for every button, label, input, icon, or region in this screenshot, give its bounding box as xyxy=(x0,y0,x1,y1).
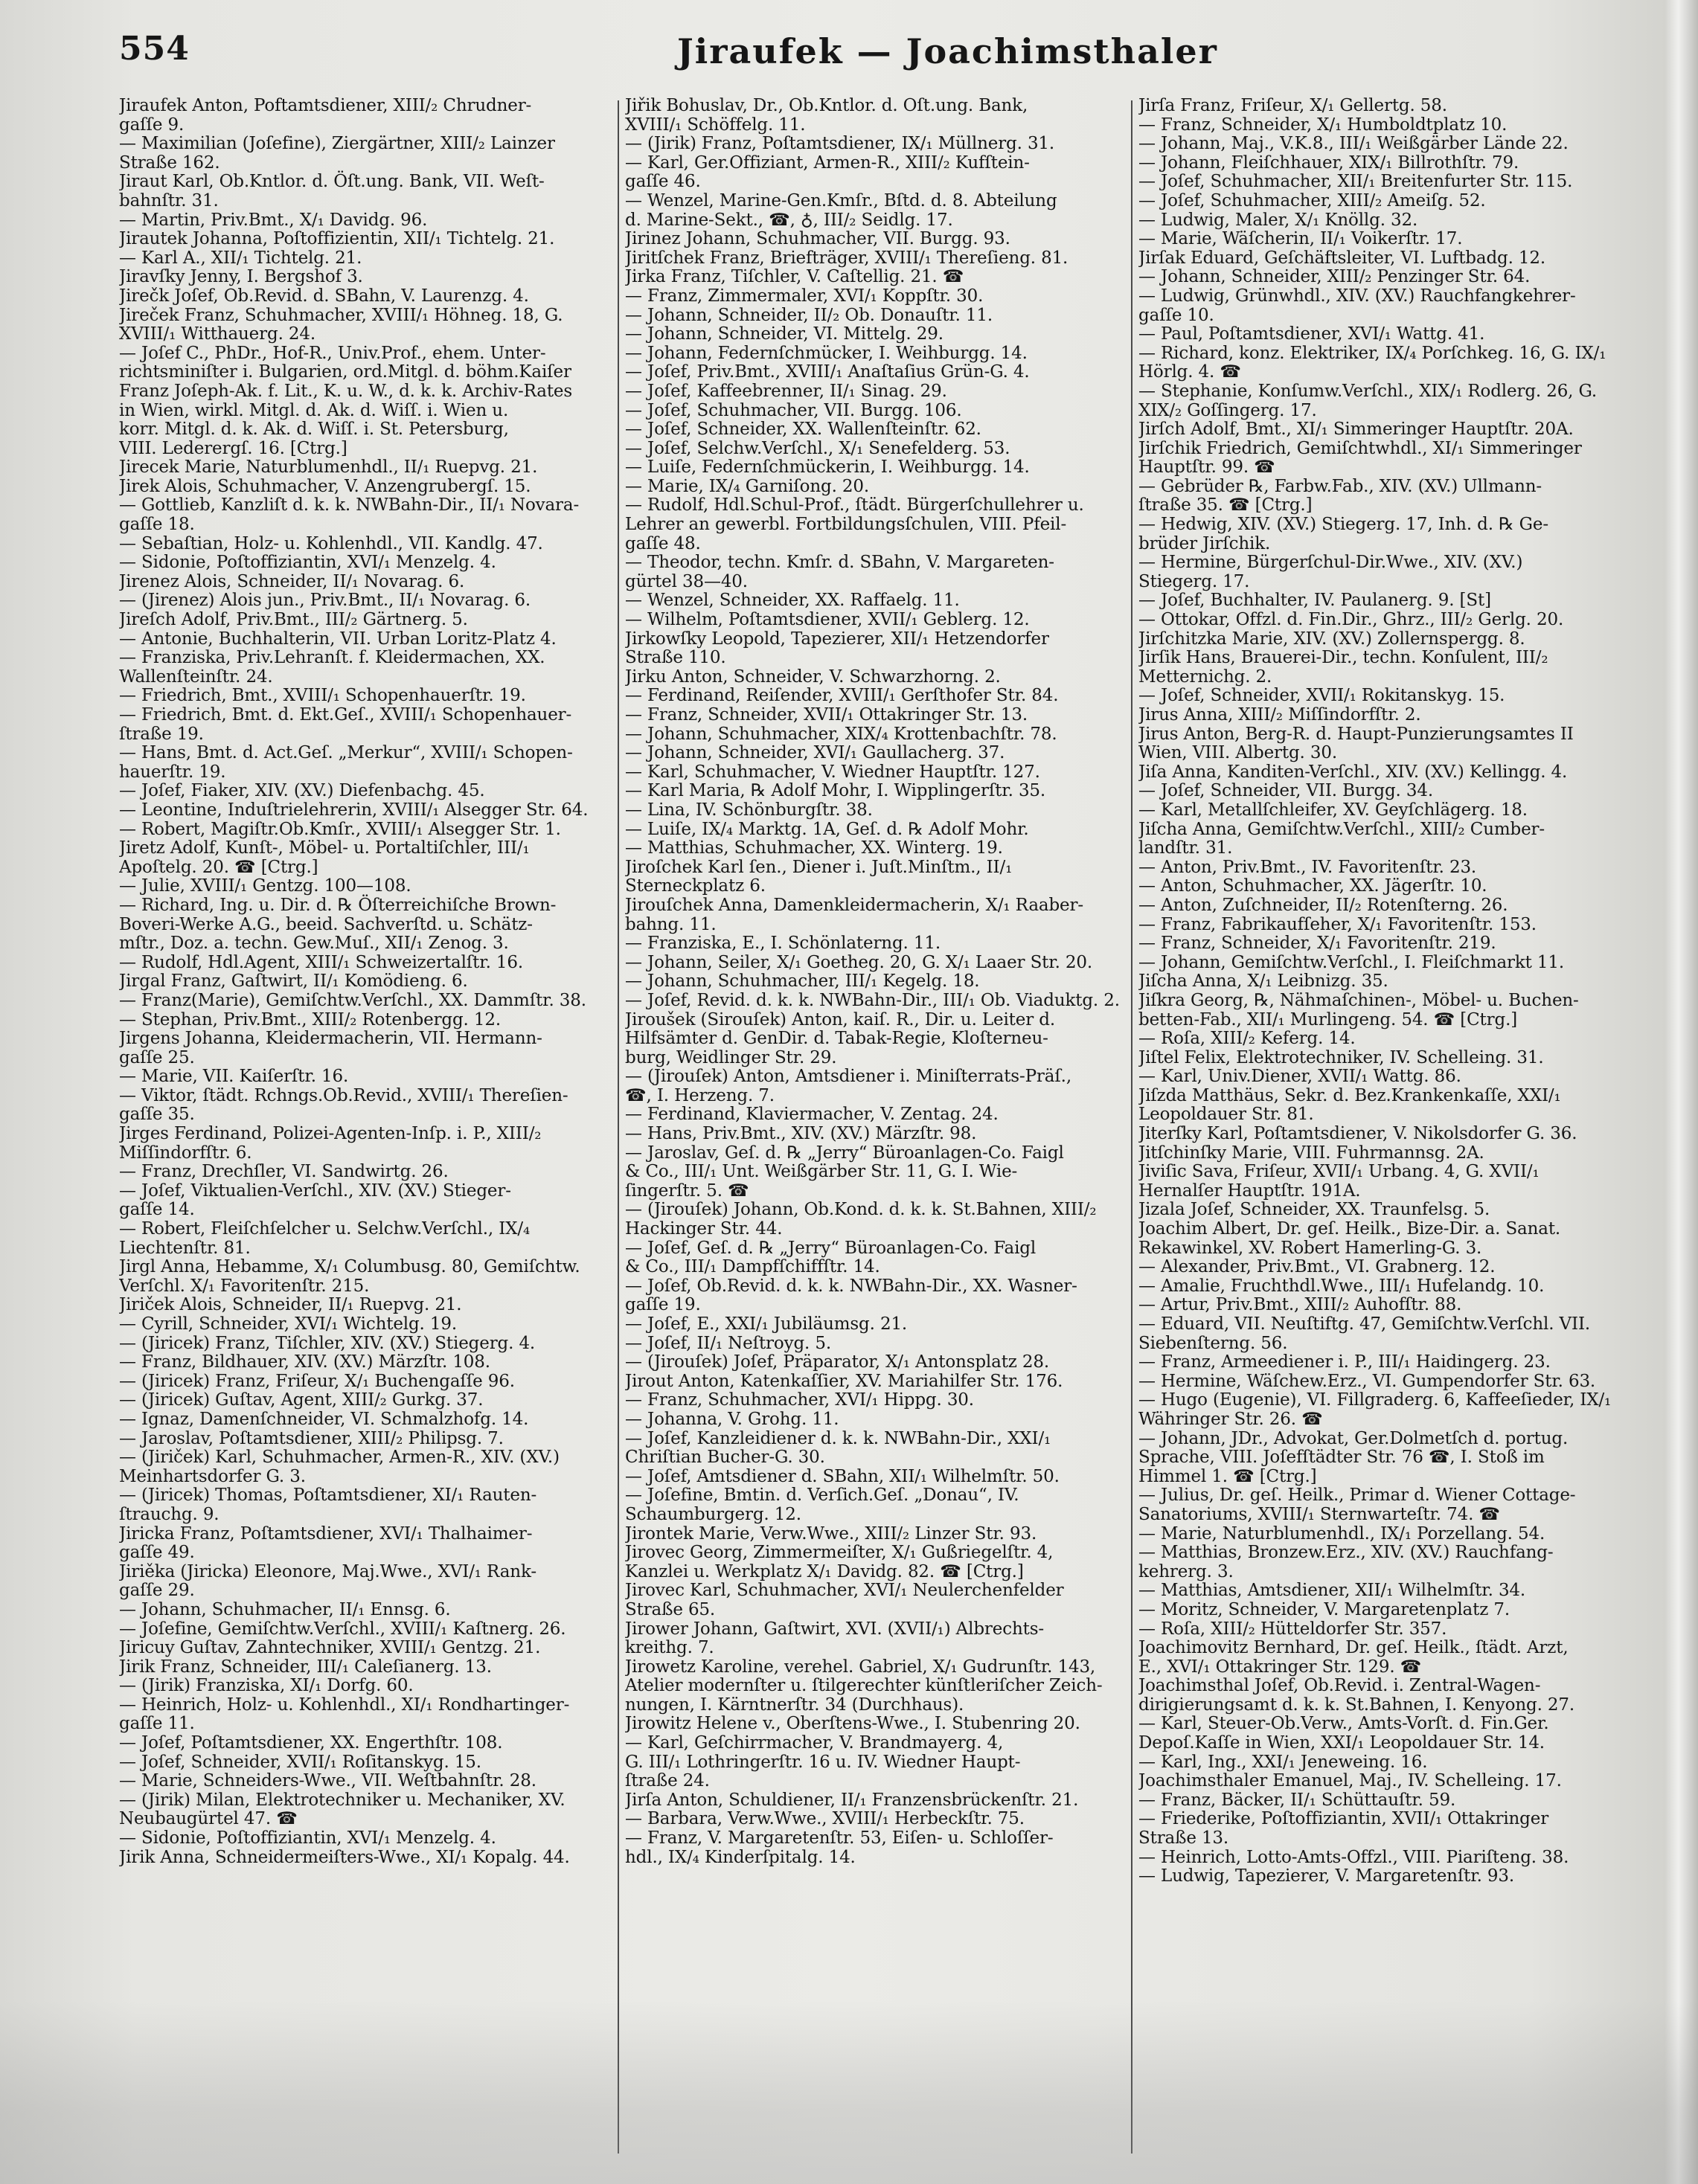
directory-entry-line: Neubaugürtel 47. ☎ xyxy=(119,1809,298,1829)
directory-entry-line: Miſſindorfſtr. 6. xyxy=(119,1143,252,1163)
directory-entry-line: Jirecek Marie, Naturblumenhdl., II/₁ Ruepvg. 21. xyxy=(119,457,538,478)
directory-entry-line: gaſſe 29. xyxy=(119,1581,195,1601)
directory-entry-line: Metternichg. 2. xyxy=(1138,667,1272,687)
directory-entry-line: — Robert, Magiſtr.Ob.Kmſr., XVIII/₁ Alsegger Str. 1. xyxy=(119,819,561,839)
directory-entry-line: — Roſa, XIII/₂ Keferg. 14. xyxy=(1138,1029,1356,1049)
directory-entry-line: — Friedrich, Bmt. d. Ekt.Geſ., XVIII/₁ Schopenhauer- xyxy=(119,705,572,725)
directory-entry-line: hdl., IX/₄ Kinderſpitalg. 14. xyxy=(625,1847,856,1867)
directory-entry-line: Jirontek Marie, Verw.Wwe., XIII/₂ Linzer Str. 93. xyxy=(625,1523,1037,1544)
directory-entry-line: — Ferdinand, Reiſender, XVIII/₁ Gerſthofer Str. 84. xyxy=(625,686,1059,706)
directory-entry-line: Jiroſchek Karl ſen., Diener i. Juſt.Minſtm., II/₁ xyxy=(625,857,1013,877)
directory-entry-line: — Anton, Priv.Bmt., IV. Favoritenſtr. 23. xyxy=(1138,857,1477,877)
directory-entry-line: nungen, I. Kärntnerſtr. 34 (Durchhaus). xyxy=(625,1695,964,1715)
directory-entry-line: Rekawinkel, XV. Robert Hamerling-G. 3. xyxy=(1138,1238,1482,1258)
directory-entry-line: — Joſef, Schuhmacher, VII. Burgg. 106. xyxy=(625,400,962,420)
directory-entry-line: — Franz, Zimmermaler, XVI/₁ Koppſtr. 30. xyxy=(625,286,984,306)
directory-column-1 xyxy=(119,97,614,2165)
directory-entry-line: — Sidonie, Poſtoffiziantin, XVI/₁ Menzelg. 4. xyxy=(119,553,496,573)
directory-entry-line: — (Jiricek) Thomas, Poſtamtsdiener, XI/₁ Rauten- xyxy=(119,1486,537,1506)
directory-entry-line: — (Jirouſek) Johann, Ob.Kond. d. k. k. St.Bahnen, XIII/₂ xyxy=(625,1200,1097,1220)
directory-entry-line: — Sebaſtian, Holz- u. Kohlenhdl., VII. Kandlg. 47. xyxy=(119,533,543,553)
directory-entry-line: Siebenſterng. 56. xyxy=(1138,1333,1288,1353)
directory-entry-line: — Luiſe, Federnſchmückerin, I. Weihburgg. 14. xyxy=(625,457,1030,478)
directory-entry-line: Jirkowſky Leopold, Tapezierer, XII/₁ Hetzendorfer xyxy=(625,629,1049,649)
directory-entry-line: Straße 110. xyxy=(625,648,726,668)
directory-entry-line: — Franz, Bildhauer, XIV. (XV.) Märzſtr. 108. xyxy=(119,1352,490,1372)
directory-entry-line: — Sidonie, Poſtoffiziantin, XVI/₁ Menzelg. 4. xyxy=(119,1828,496,1849)
directory-entry-line: Apoſtelg. 20. ☎ [Ctrg.] xyxy=(119,857,318,877)
directory-entry-line: — (Jirik) Milan, Elektrotechniker u. Mechaniker, XV. xyxy=(119,1790,566,1810)
directory-entry-line: mſtr., Doz. a. techn. Gew.Muſ., XII/₁ Zenog. 3. xyxy=(119,934,509,954)
directory-entry-line: — Luiſe, IX/₄ Marktg. 1A, Geſ. d. ℞ Adolf Mohr. xyxy=(625,819,1029,839)
directory-entry-line: — Ferdinand, Klaviermacher, V. Zentag. 24. xyxy=(625,1105,999,1125)
directory-entry-line: Jirſchitzka Marie, XIV. (XV.) Zollernspergg. 8. xyxy=(1138,629,1525,649)
directory-entry-line: Hilfsämter d. GenDir. d. Tabak-Regie, Kloſterneu- xyxy=(625,1029,1048,1049)
directory-entry-line: E., XVI/₁ Ottakringer Str. 129. ☎ xyxy=(1138,1657,1422,1677)
directory-entry-line: gaſſe 35. xyxy=(119,1105,195,1125)
directory-entry-line: Boveri-Werke A.G., beeid. Sachverſtd. u. Schätz- xyxy=(119,914,533,934)
directory-entry-line: Jirečk Joſef, Ob.Revid. d. SBahn, V. Laurenzg. 4. xyxy=(119,286,529,306)
directory-entry-line: burg, Weidlinger Str. 29. xyxy=(625,1047,837,1067)
directory-entry-line: — Johann, Seiler, X/₁ Goetheg. 20, G. X/₁ Laaer Str. 20. xyxy=(625,952,1093,972)
directory-entry-line: Jiricka Franz, Poſtamtsdiener, XVI/₁ Thalhaimer- xyxy=(119,1523,533,1544)
directory-entry-line: gaſſe 25. xyxy=(119,1047,195,1067)
directory-entry-line: Jiraufek Anton, Poftamtsdiener, XIII/₂ Chrudner- xyxy=(119,97,532,115)
directory-entry-line: — Maximilian (Joſefine), Ziergärtner, XIII/₂ Lainzer xyxy=(119,134,555,154)
directory-entry-line: Jirges Ferdinand, Polizei-Agenten-Inſp. i. P., XIII/₂ xyxy=(119,1124,542,1144)
directory-entry-line: Jiſcha Anna, Gemiſchtw.Verſchl., XIII/₂ Cumber- xyxy=(1138,819,1545,839)
directory-entry-line: — Joſef, Ob.Revid. d. k. k. NWBahn-Dir., XX. Wasner- xyxy=(625,1276,1077,1296)
directory-entry-line: kehrerg. 3. xyxy=(1138,1561,1234,1581)
directory-entry-line: gaſſe 11. xyxy=(119,1714,195,1734)
directory-entry-line: in Wien, wirkl. Mitgl. d. Ak. d. Wiſſ. i. Wien u. xyxy=(119,400,509,420)
directory-entry-line: — Joſef, Schneider, XVII/₁ Rokitanskyg. 15. xyxy=(1138,686,1505,706)
directory-entry-line: Wien, VIII. Albertg. 30. xyxy=(1138,743,1337,763)
directory-entry-line: — Joſef, Schuhmacher, XIII/₂ Ameiſg. 52. xyxy=(1138,190,1486,211)
directory-entry-line: Jirik Anna, Schneidermeiſters-Wwe., XI/₁ Kopalg. 44. xyxy=(119,1847,570,1867)
directory-entry-line: — Joſef, Schneider, VII. Burgg. 34. xyxy=(1138,781,1433,801)
directory-entry-line: — Joſef, Revid. d. k. k. NWBahn-Dir., III/₁ Ob. Viaduktg. 2. xyxy=(625,990,1120,1010)
directory-entry-line: gaſſe 19. xyxy=(625,1295,701,1315)
directory-entry-line: Jirſak Eduard, Geſchäftsleiter, VI. Luftbadg. 12. xyxy=(1138,248,1546,268)
directory-entry-line: — Marie, Schneiders-Wwe., VII. Weſtbahnſtr. 28. xyxy=(119,1771,536,1791)
directory-entry-line: Jirſch Adolf, Bmt., XI/₁ Simmeringer Hauptſtr. 20A. xyxy=(1138,420,1574,440)
directory-entry-line: — Karl, Ing., XXI/₁ Jeneweing. 16. xyxy=(1138,1752,1428,1772)
directory-entry-line: — Joſef, Geſ. d. ℞ „Jerry“ Büroanlagen-Co. Faigl xyxy=(625,1238,1037,1258)
directory-entry-line: — Hans, Bmt. d. Act.Geſ. „Merkur“, XVIII/₁ Schopen- xyxy=(119,743,573,763)
directory-entry-line: ſtrauchg. 9. xyxy=(119,1504,220,1524)
page-header xyxy=(119,30,1644,97)
page-edge xyxy=(1665,0,1698,2184)
directory-entry-line: — Viktor, ſtädt. Rchngs.Ob.Revid., XVIII/₁ Thereſien- xyxy=(119,1085,568,1105)
directory-entry-line: Straße 65. xyxy=(625,1599,716,1619)
directory-entry-line: — Alexander, Priv.Bmt., VI. Grabnerg. 12. xyxy=(1138,1257,1496,1277)
directory-entry-line: Jirſik Hans, Brauerei-Dir., techn. Konſulent, III/₂ xyxy=(1138,648,1548,668)
directory-entry-line: — Franz, V. Margaretenſtr. 53, Eiſen- u. Schloſſer- xyxy=(625,1828,1054,1849)
directory-entry-line: — Johann, Schuhmacher, III/₁ Kegelg. 18. xyxy=(625,971,980,992)
directory-entry-line: — Ludwig, Maler, X/₁ Knöllg. 32. xyxy=(1138,210,1418,230)
directory-entry-line: & Co., III/₁ Unt. Weißgärber Str. 11, G. I. Wie- xyxy=(625,1162,1018,1182)
directory-entry-line: Sprache, VIII. Joſefſtädter Str. 76 ☎, I. Stoß im xyxy=(1138,1448,1545,1468)
directory-entry-line: Jireček Franz, Schuhmacher, XVIII/₁ Höhneg. 18, G. xyxy=(119,305,563,325)
directory-entry-line: ☎, I. Herzeng. 7. xyxy=(625,1085,775,1105)
directory-entry-line: & Co., III/₁ Dampfſchiffſtr. 14. xyxy=(625,1257,880,1277)
directory-entry-line: — Ignaz, Damenſchneider, VI. Schmalzhofg. 14. xyxy=(119,1409,529,1429)
directory-entry-line: — Franz(Marie), Gemiſchtw.Verſchl., XX. Dammſtr. 38. xyxy=(119,990,586,1010)
directory-entry-line: — Gebrüder ℞, Farbw.Fab., XIV. (XV.) Ullmann- xyxy=(1138,476,1542,496)
directory-entry-line: — Marie, Wäſcherin, II/₁ Voikerſtr. 17. xyxy=(1138,229,1463,249)
directory-entry-line: Wallenſteinſtr. 24. xyxy=(119,667,273,687)
directory-entry-line: Joachim Albert, Dr. geſ. Heilk., Bize-Dir. a. Sanat. xyxy=(1138,1219,1561,1239)
directory-entry-line: — Franz, Bäcker, II/₁ Schüttauſtr. 59. xyxy=(1138,1790,1456,1810)
page-number: 554 xyxy=(119,30,190,68)
directory-entry-line: betten-Fab., XII/₁ Murlingeng. 54. ☎ [Ctrg.] xyxy=(1138,1009,1518,1030)
directory-entry-line: — Marie, Naturblumenhdl., IX/₁ Porzellang. 54. xyxy=(1138,1523,1545,1544)
directory-entry-line: — Eduard, VII. Neuſtiftg. 47, Gemiſchtw.Verſchl. VII. xyxy=(1138,1314,1591,1334)
directory-entry-line: — Karl, Geſchirrmacher, V. Brandmayerg. 4, xyxy=(625,1733,1004,1753)
directory-entry-line: — Joſef, Fiaker, XIV. (XV.) Diefenbachg. 45. xyxy=(119,781,485,801)
directory-entry-line: — Joſef, II/₁ Neſtroyg. 5. xyxy=(625,1333,831,1353)
directory-entry-line: — Joſef, Kaffeebrenner, II/₁ Sinag. 29. xyxy=(625,381,947,401)
directory-entry-line: — Karl, Schuhmacher, V. Wiedner Hauptſtr. 127. xyxy=(625,762,1040,782)
directory-entry-line: — Hans, Priv.Bmt., XIV. (XV.) Märzſtr. 98. xyxy=(625,1124,977,1144)
directory-entry-line: Stiegerg. 17. xyxy=(1138,571,1250,591)
directory-entry-line: Jirenez Alois, Schneider, II/₁ Novarag. 6. xyxy=(119,571,465,591)
directory-entry-line: — Joſef, Priv.Bmt., XVIII/₁ Anaſtaſius Grün-G. 4. xyxy=(625,362,1030,382)
directory-entry-line: Jirinez Johann, Schuhmacher, VII. Burgg. 93. xyxy=(625,229,1010,249)
directory-entry-line: Jirus Anton, Berg-R. d. Haupt-Punzierungsamtes II xyxy=(1138,724,1574,744)
directory-entry-line: Jirovec Karl, Schuhmacher, XVI/₁ Neulerchenfelder xyxy=(625,1581,1064,1601)
directory-entry-line: Jirovec Georg, Zimmermeiſter, X/₁ Gußriegelſtr. 4, xyxy=(625,1543,1054,1563)
directory-entry-line: — Franz, Schuhmacher, XVI/₁ Hippg. 30. xyxy=(625,1390,974,1410)
directory-entry-line: — Stephan, Priv.Bmt., XIII/₂ Rotenbergg. 12. xyxy=(119,1009,502,1030)
directory-entry-line: — Ludwig, Grünwhdl., XIV. (XV.) Rauchfangkehrer- xyxy=(1138,286,1576,306)
directory-entry-line: XIX/₂ Goſſingerg. 17. xyxy=(1138,400,1317,420)
directory-entry-line: Jirſchik Friedrich, Gemiſchtwhdl., XI/₁ Simmeringer xyxy=(1138,438,1582,458)
directory-entry-line: Jirgal Franz, Gaſtwirt, II/₁ Komödieng. 6. xyxy=(119,971,468,992)
directory-entry-line: ſingerſtr. 5. ☎ xyxy=(625,1181,749,1201)
directory-entry-line: — Johann, Gemiſchtw.Verſchl., I. Fleiſchmarkt 11. xyxy=(1138,952,1565,972)
directory-entry-line: — Matthias, Amtsdiener, XII/₁ Wilhelmſtr. 34. xyxy=(1138,1581,1526,1601)
directory-entry-line: — Ludwig, Tapezierer, V. Margaretenſtr. 93. xyxy=(1138,1866,1515,1886)
directory-entry-line: — (Jirouſek) Anton, Amtsdiener i. Miniſterrats-Präſ., xyxy=(625,1067,1072,1087)
directory-entry-line: XVIII/₁ Schöffelg. 11. xyxy=(625,115,806,135)
directory-entry-line: — Johann, Schneider, II/₂ Ob. Donauſtr. 11. xyxy=(625,305,993,325)
directory-entry-line: — Wenzel, Marine-Gen.Kmſr., Bſtd. d. 8. Abteilung xyxy=(625,190,1057,211)
directory-entry-line: — Heinrich, Lotto-Amts-Offzl., VIII. Piariſteng. 38. xyxy=(1138,1847,1569,1867)
directory-entry-line: — Joſefine, Gemiſchtw.Verſchl., XVIII/₁ Kaſtnerg. 26. xyxy=(119,1619,566,1639)
directory-entry-line: gaſſe 46. xyxy=(625,172,701,192)
directory-entry-line: Jirku Anton, Schneider, V. Schwarzhorng. 2. xyxy=(625,667,1001,687)
directory-entry-line: Jirowitz Helene v., Oberſtens-Wwe., I. Stubenring 20. xyxy=(625,1714,1080,1734)
directory-entry-line: Joachimsthal Joſef, Ob.Revid. i. Zentral-Wagen- xyxy=(1138,1676,1541,1696)
directory-entry-line: — Joſef, Kanzleidiener d. k. k. NWBahn-Dir., XXI/₁ xyxy=(625,1428,1051,1448)
directory-entry-line: Jirowetz Karoline, verehel. Gabriel, X/₁ Gudrunſtr. 143, xyxy=(625,1657,1096,1677)
directory-entry-line: — Wenzel, Schneider, XX. Raffaelg. 11. xyxy=(625,591,960,611)
directory-entry-line: — Cyrill, Schneider, XVI/₁ Wichtelg. 19. xyxy=(119,1314,458,1334)
directory-entry-line: Himmel 1. ☎ [Ctrg.] xyxy=(1138,1466,1317,1486)
directory-entry-line: brüder Jirſchik. xyxy=(1138,533,1271,553)
directory-entry-line: — Gottlieb, Kanzliſt d. k. k. NWBahn-Dir., II/₁ Novara- xyxy=(119,495,580,516)
directory-entry-line: gaſſe 18. xyxy=(119,515,195,535)
directory-column-2 xyxy=(625,97,1120,2165)
directory-entry-line: — (Jirouſek) Joſef, Präparator, X/₁ Antonsplatz 28. xyxy=(625,1352,1050,1372)
directory-entry-line: Jireſch Adolf, Priv.Bmt., III/₂ Gärtnerg. 5. xyxy=(119,610,468,630)
directory-entry-line: — Martin, Priv.Bmt., X/₁ Davidg. 96. xyxy=(119,210,428,230)
directory-entry-line: — Johann, Schneider, VI. Mittelg. 29. xyxy=(625,324,943,344)
directory-entry-line: Verſchl. X/₁ Favoritenſtr. 215. xyxy=(119,1276,370,1296)
directory-entry-line: gaſſe 49. xyxy=(119,1543,195,1563)
directory-entry-line: Kanzlei u. Werkplatz X/₁ Davidg. 82. ☎ [Ctrg.] xyxy=(625,1561,1024,1581)
directory-entry-line: richtsminiſter i. Bulgarien, ord.Mitgl. d. böhm.Kaiſer xyxy=(119,362,571,382)
directory-entry-line: bahnſtr. 31. xyxy=(119,190,219,211)
directory-entry-line: — Karl, Metallſchleifer, XV. Geyſchlägerg. 18. xyxy=(1138,800,1528,820)
directory-entry-line: — Karl, Ger.Offiziant, Armen-R., XIII/₂ Kufſtein- xyxy=(625,152,1030,173)
directory-entry-line: — Richard, konz. Elektriker, IX/₄ Porſchkeg. 16, G. IX/₁ xyxy=(1138,343,1606,363)
directory-entry-line: — Karl Maria, ℞ Adolf Mohr, I. Wipplingerſtr. 35. xyxy=(625,781,1046,801)
directory-entry-line: — Johann, Federnſchmücker, I. Weihburgg. 14. xyxy=(625,343,1028,363)
directory-entry-line: Jirgens Johanna, Kleidermacherin, VII. Hermann- xyxy=(119,1029,542,1049)
directory-entry-line: — Johann, Fleiſchhauer, XIX/₁ Billrothſtr. 79. xyxy=(1138,152,1519,173)
directory-entry-line: — Friederike, Poſtoffiziantin, XVII/₁ Ottakringer xyxy=(1138,1809,1549,1829)
directory-entry-line: — Antonie, Buchhalterin, VII. Urban Loritz-Platz 4. xyxy=(119,629,557,649)
directory-entry-line: Jirout Anton, Katenkaſſier, XV. Mariahilfer Str. 176. xyxy=(625,1371,1063,1391)
directory-entry-line: — Artur, Priv.Bmt., XIII/₂ Auhofſtr. 88. xyxy=(1138,1295,1462,1315)
directory-entry-line: Sanatoriums, XVIII/₁ Sternwarteſtr. 74. ☎ xyxy=(1138,1504,1500,1524)
directory-entry-line: — Stephanie, Konſumw.Verſchl., XIX/₁ Rodlerg. 26, G. xyxy=(1138,381,1598,401)
directory-entry-line: gaſſe 48. xyxy=(625,533,701,553)
directory-entry-line: Jiretz Adolf, Kunſt-, Möbel- u. Portaltiſchler, III/₁ xyxy=(119,838,530,858)
directory-entry-line: dirigierungsamt d. k. k. St.Bahnen, I. Kenyong. 27. xyxy=(1138,1695,1575,1715)
directory-entry-line: — Anton, Zuſchneider, II/₂ Rotenſterng. 26. xyxy=(1138,895,1508,915)
directory-entry-line: — Franz, Schneider, X/₁ Humboldtplatz 10. xyxy=(1138,115,1508,135)
directory-entry-line: Jiſkra Georg, ℞, Nähmaſchinen-, Möbel- u. Buchen- xyxy=(1138,990,1579,1010)
directory-entry-line: Jiſa Anna, Kanditen-Verſchl., XIV. (XV.) Kellingg. 4. xyxy=(1138,762,1568,782)
directory-entry-line: Meinhartsdorfer G. 3. xyxy=(119,1466,306,1486)
directory-entry-line: — (Jiricek) Guſtav, Agent, XIII/₂ Gurkg. 37. xyxy=(119,1390,484,1410)
directory-entry-line: Jirſa Anton, Schuldiener, II/₁ Franzensbrückenſtr. 21. xyxy=(625,1790,1079,1810)
directory-entry-line: — Franziska, E., I. Schönlaterng. 11. xyxy=(625,934,941,954)
directory-entry-line: — Joſef, Schneider, XVII/₁ Roſitanskyg. 15. xyxy=(119,1752,481,1772)
directory-entry-line: Jiroušek (Sirouſek) Anton, kaiſ. R., Dir. u. Leiter d. xyxy=(625,1009,1055,1030)
directory-entry-line: G. III/₁ Lothringerſtr. 16 u. IV. Wiedner Haupt- xyxy=(625,1752,1021,1772)
directory-entry-line: — Johann, Schuhmacher, II/₁ Ennsg. 6. xyxy=(119,1599,451,1619)
directory-entry-line: Joachimsthaler Emanuel, Maj., IV. Schelleing. 17. xyxy=(1138,1771,1562,1791)
directory-entry-line: — Heinrich, Holz- u. Kohlenhdl., XI/₁ Rondhartinger- xyxy=(119,1695,570,1715)
directory-entry-line: — Richard, Ing. u. Dir. d. ℞ Öſterreichiſche Brown- xyxy=(119,895,557,915)
directory-entry-line: Hernalſer Hauptſtr. 191A. xyxy=(1138,1181,1361,1201)
directory-entry-line: ſtraße 24. xyxy=(625,1771,710,1791)
directory-entry-line: gürtel 38—40. xyxy=(625,571,748,591)
directory-entry-line: Jirower Johann, Gaſtwirt, XVI. (XVII/₁) Albrechts- xyxy=(625,1619,1044,1639)
directory-entry-line: Jiraut Karl, Ob.Kntlor. d. Öſt.ung. Bank, VII. Weſt- xyxy=(119,172,545,192)
directory-entry-line: — Joſef, Selchw.Verſchl., X/₁ Senefelderg. 53. xyxy=(625,438,1010,458)
directory-entry-line: — Johann, Schuhmacher, XIX/₄ Krottenbachſtr. 78. xyxy=(625,724,1057,744)
directory-entry-line: — Franz, Armeediener i. P., III/₁ Haidingerg. 23. xyxy=(1138,1352,1551,1372)
directory-entry-line: — Hugo (Eugenie), VI. Fillgraderg. 6, Kaffeeſieder, IX/₁ xyxy=(1138,1390,1612,1410)
directory-entry-line: VIII. Lederergſ. 16. [Ctrg.] xyxy=(119,438,347,458)
directory-entry-line: XVIII/₁ Witthauerg. 24. xyxy=(119,324,316,344)
directory-entry-line: Jiritſchek Franz, Briefträger, XVIII/₁ Thereſieng. 81. xyxy=(625,248,1069,268)
directory-entry-line: — Friedrich, Bmt., XVIII/₁ Schopenhauerſtr. 19. xyxy=(119,686,526,706)
column-divider xyxy=(1131,100,1132,2154)
directory-entry-line: Jirka Franz, Tiſchler, V. Caſtellig. 21. ☎ xyxy=(625,267,964,287)
directory-entry-line: Jiriěka (Jiricka) Eleonore, Maj.Wwe., XVI/₁ Rank- xyxy=(119,1561,536,1581)
directory-entry-line: Jirſa Franz, Friſeur, X/₁ Gellertg. 58. xyxy=(1138,97,1447,115)
directory-entry-line: — Marie, VII. Kaiſerſtr. 16. xyxy=(119,1067,349,1087)
directory-entry-line: — Johann, Schneider, XVI/₁ Gaullacherg. 37. xyxy=(625,743,1005,763)
directory-entry-line: Jiſzda Matthäus, Sekr. d. Bez.Krankenkaſſe, XXI/₁ xyxy=(1138,1085,1561,1105)
directory-entry-line: — Joſef, Buchhalter, IV. Paulanerg. 9. [St] xyxy=(1138,591,1491,611)
directory-entry-line: — Paul, Poſtamtsdiener, XVI/₁ Wattg. 41. xyxy=(1138,324,1485,344)
directory-entry-line: — Joſef, Viktualien-Verſchl., XIV. (XV.) Stieger- xyxy=(119,1181,511,1201)
directory-entry-line: — Theodor, techn. Kmſr. d. SBahn, V. Margareten- xyxy=(625,553,1054,573)
directory-entry-line: — Johann, JDr., Advokat, Ger.Dolmetſch d. portug. xyxy=(1138,1428,1569,1448)
directory-entry-line: — Franz, Drechſler, VI. Sandwirtg. 26. xyxy=(119,1162,449,1182)
directory-entry-line: — Johanna, V. Grohg. 11. xyxy=(625,1409,839,1429)
directory-entry-line: Hörlg. 4. ☎ xyxy=(1138,362,1241,382)
directory-entry-line: — Franz, Fabrikaufſeher, X/₁ Favoritenſtr. 153. xyxy=(1138,914,1537,934)
directory-entry-line: — Moritz, Schneider, V. Margaretenplatz 7. xyxy=(1138,1599,1510,1619)
directory-entry-line: — Joſef, Amtsdiener d. SBahn, XII/₁ Wilhelmſtr. 50. xyxy=(625,1466,1060,1486)
directory-entry-line: Jiſtel Felix, Elektrotechniker, IV. Schelleing. 31. xyxy=(1138,1047,1544,1067)
directory-entry-line: Schaumburgerg. 12. xyxy=(625,1504,801,1524)
directory-entry-line: — Franziska, Priv.Lehranſt. f. Kleidermachen, XX. xyxy=(119,648,545,668)
directory-entry-line: — Joſefine, Bmtin. d. Verſich.Geſ. „Donau“, IV. xyxy=(625,1486,1019,1506)
directory-entry-line: Jirgl Anna, Hebamme, X/₁ Columbusg. 80, Gemiſchtw. xyxy=(119,1257,580,1277)
directory-entry-line: — Karl A., XII/₁ Tichtelg. 21. xyxy=(119,248,362,268)
directory-entry-line: Depoſ.Kaſſe in Wien, XXI/₁ Leopoldauer Str. 14. xyxy=(1138,1733,1545,1753)
directory-entry-line: — Amalie, Fruchthdl.Wwe., III/₁ Hufelandg. 10. xyxy=(1138,1276,1545,1296)
directory-entry-line: — Johann, Schneider, XIII/₂ Penzinger Str. 64. xyxy=(1138,267,1531,287)
directory-entry-line: Jiſcha Anna, X/₁ Leibnizg. 35. xyxy=(1138,971,1388,992)
directory-entry-line: — Anton, Schuhmacher, XX. Jägerſtr. 10. xyxy=(1138,876,1487,896)
directory-entry-line: Atelier modernſter u. ſtilgerechter künſtleriſcher Zeich- xyxy=(625,1676,1103,1696)
directory-entry-line: Jiviſic Sava, Friſeur, XVII/₁ Urbang. 4, G. XVII/₁ xyxy=(1138,1162,1540,1182)
directory-entry-line: — Marie, IX/₄ Garniſong. 20. xyxy=(625,476,870,496)
directory-entry-line: Jitſchinſky Marie, VIII. Fuhrmannsg. 2A. xyxy=(1138,1143,1484,1163)
directory-entry-line: — Matthias, Schuhmacher, XX. Winterg. 19. xyxy=(625,838,1003,858)
directory-entry-line: Jiricuy Guſtav, Zahntechniker, XVIII/₁ Gentzg. 21. xyxy=(119,1638,541,1658)
directory-entry-line: — Roſa, XIII/₂ Hütteldorfer Str. 357. xyxy=(1138,1619,1447,1639)
directory-entry-line: — Joſef, E., XXI/₁ Jubiläumsg. 21. xyxy=(625,1314,908,1334)
directory-entry-line: — Leontine, Induſtrielehrerin, XVIII/₁ Alsegger Str. 64. xyxy=(119,800,589,820)
directory-entry-line: — Karl, Steuer-Ob.Verw., Amts-Vorſt. d. Fin.Ger. xyxy=(1138,1714,1549,1734)
directory-entry-line: — Barbara, Verw.Wwe., XVIII/₁ Herbeckſtr. 75. xyxy=(625,1809,1025,1829)
directory-entry-line: Franz Joſeph-Ak. f. Lit., K. u. W., d. k. k. Archiv-Rates xyxy=(119,381,573,401)
directory-entry-line: — Hedwig, XIV. (XV.) Stiegerg. 17, Inh. d. ℞ Ge- xyxy=(1138,515,1548,535)
directory-entry-line: d. Marine-Sekt., ☎, ♁, III/₂ Seidlg. 17. xyxy=(625,210,953,230)
directory-entry-line: gaſſe 10. xyxy=(1138,305,1214,325)
directory-entry-line: — Joſef, Schneider, XX. Wallenſteinſtr. 62. xyxy=(625,420,981,440)
directory-entry-line: gaſſe 14. xyxy=(119,1200,195,1220)
directory-entry-line: Jirik Franz, Schneider, III/₁ Caleſianerg. 13. xyxy=(119,1657,492,1677)
directory-entry-line: — (Jirik) Franziska, XI/₁ Dorfg. 60. xyxy=(119,1676,414,1696)
directory-entry-line: Chriſtian Bucher-G. 30. xyxy=(625,1448,825,1468)
directory-column-3 xyxy=(1138,97,1652,2165)
directory-entry-line: Hauptſtr. 99. ☎ xyxy=(1138,457,1275,478)
directory-entry-line: Jiterſky Karl, Poſtamtsdiener, V. Nikolsdorfer G. 36. xyxy=(1138,1124,1577,1144)
directory-entry-line: hauerſtr. 19. xyxy=(119,762,226,782)
directory-entry-line: bahng. 11. xyxy=(625,914,717,934)
directory-entry-line: — Hermine, Wäſchew.Erz., VI. Gumpendorfer Str. 63. xyxy=(1138,1371,1596,1391)
directory-entry-line: Hackinger Str. 44. xyxy=(625,1219,783,1239)
directory-entry-line: — Joſef, Poſtamtsdiener, XX. Engerthſtr. 108. xyxy=(119,1733,503,1753)
directory-entry-line: — Jaroslav, Geſ. d. ℞ „Jerry“ Büroanlagen-Co. Faigl xyxy=(625,1143,1064,1163)
directory-entry-line: Jizala Joſef, Schneider, XX. Traunfelsg. 5. xyxy=(1138,1200,1490,1220)
directory-entry-line: Lehrer an gewerbl. Fortbildungsſchulen, VIII. Pfeil- xyxy=(625,515,1067,535)
directory-entry-line: — Hermine, Bürgerſchul-Dir.Wwe., XIV. (XV.) xyxy=(1138,553,1523,573)
directory-entry-line: kreithg. 7. xyxy=(625,1638,714,1658)
directory-entry-line: — Robert, Fleiſchſelcher u. Selchw.Verſchl., IX/₄ xyxy=(119,1219,531,1239)
directory-entry-line: gaſſe 9. xyxy=(119,115,185,135)
directory-entry-line: Joachimovitz Bernhard, Dr. geſ. Heilk., ſtädt. Arzt, xyxy=(1138,1638,1569,1658)
directory-entry-line: — (Jiricek) Franz, Tiſchler, XIV. (XV.) Stiegerg. 4. xyxy=(119,1333,536,1353)
directory-entry-line: — Rudolf, Hdl.Schul-Prof., ſtädt. Bürgerſchullehrer u. xyxy=(625,495,1084,516)
directory-entry-line: Sterneckplatz 6. xyxy=(625,876,766,896)
directory-entry-line: — Ottokar, Offzl. d. Fin.Dir., Ghrz., III/₂ Gerlg. 20. xyxy=(1138,610,1564,630)
directory-entry-line: Währinger Str. 26. ☎ xyxy=(1138,1409,1323,1429)
directory-entry-line: — Johann, Maj., V.K.8., III/₁ Weißgärber Lände 22. xyxy=(1138,134,1569,154)
directory-entry-line: — Karl, Univ.Diener, XVII/₁ Wattg. 86. xyxy=(1138,1067,1461,1087)
directory-entry-line: — Lina, IV. Schönburgſtr. 38. xyxy=(625,800,873,820)
column-divider xyxy=(618,100,619,2154)
directory-entry-line: Jirautek Johanna, Poſtoffizientin, XII/₁ Tichtelg. 21. xyxy=(119,229,555,249)
page-title: Jiraufek — Joachimsthaler xyxy=(677,31,1218,71)
directory-entry-line: — (Jirenez) Alois jun., Priv.Bmt., II/₁ Novarag. 6. xyxy=(119,591,531,611)
directory-entry-line: — Wilhelm, Poſtamtsdiener, XVII/₁ Geblerg. 12. xyxy=(625,610,1030,630)
directory-entry-line: ſtraße 35. ☎ [Ctrg.] xyxy=(1138,495,1313,516)
directory-entry-line: Jiriček Alois, Schneider, II/₁ Ruepvg. 21. xyxy=(119,1295,462,1315)
directory-entry-line: — (Jiriček) Karl, Schuhmacher, Armen-R., XIV. (XV.) xyxy=(119,1448,560,1468)
directory-entry-line: — (Jirik) Franz, Poſtamtsdiener, IX/₁ Müllnerg. 31. xyxy=(625,134,1055,154)
directory-entry-line: Jiravſky Jenny, I. Bergshof 3. xyxy=(119,267,363,287)
directory-entry-line: — (Jiricek) Franz, Friſeur, X/₁ Buchengaſſe 96. xyxy=(119,1371,515,1391)
directory-entry-line: — Franz, Schneider, X/₁ Favoritenſtr. 219. xyxy=(1138,934,1496,954)
directory-entry-line: Jiřik Bohuslav, Dr., Ob.Kntlor. d. Öſt.ung. Bank, xyxy=(625,97,1028,115)
directory-entry-line: ſtraße 19. xyxy=(119,724,204,744)
directory-entry-line: Jirouſchek Anna, Damenkleidermacherin, X/₁ Raaber- xyxy=(625,895,1083,915)
directory-entry-line: landſtr. 31. xyxy=(1138,838,1233,858)
directory-entry-line: korr. Mitgl. d. k. Ak. d. Wiſſ. i. St. Petersburg, xyxy=(119,420,509,440)
directory-entry-line: Jirek Alois, Schuhmacher, V. Anzengrubergſ. 15. xyxy=(119,476,531,496)
directory-entry-line: — Joſef, Schuhmacher, XII/₁ Breitenfurter Str. 115. xyxy=(1138,172,1573,192)
directory-entry-line: — Rudolf, Hdl.Agent, XIII/₁ Schweizertalſtr. 16. xyxy=(119,952,524,972)
directory-entry-line: — Joſef C., PhDr., Hof-R., Univ.Prof., ehem. Unter- xyxy=(119,343,546,363)
directory-entry-line: Jirus Anna, XIII/₂ Miſſindorfſtr. 2. xyxy=(1138,705,1421,725)
directory-entry-line: Leopoldauer Str. 81. xyxy=(1138,1105,1314,1125)
directory-entry-line: Liechtenſtr. 81. xyxy=(119,1238,251,1258)
directory-entry-line: — Jaroslav, Poſtamtsdiener, XIII/₂ Philipsg. 7. xyxy=(119,1428,504,1448)
directory-entry-line: — Franz, Schneider, XVII/₁ Ottakringer Str. 13. xyxy=(625,705,1028,725)
directory-entry-line: Straße 162. xyxy=(119,152,220,173)
directory-entry-line: — Julie, XVIII/₁ Gentzg. 100—108. xyxy=(119,876,411,896)
directory-entry-line: Straße 13. xyxy=(1138,1828,1229,1849)
directory-entry-line: — Matthias, Bronzew.Erz., XIV. (XV.) Rauchfang- xyxy=(1138,1543,1554,1563)
directory-entry-line: — Julius, Dr. geſ. Heilk., Primar d. Wiener Cottage- xyxy=(1138,1486,1576,1506)
